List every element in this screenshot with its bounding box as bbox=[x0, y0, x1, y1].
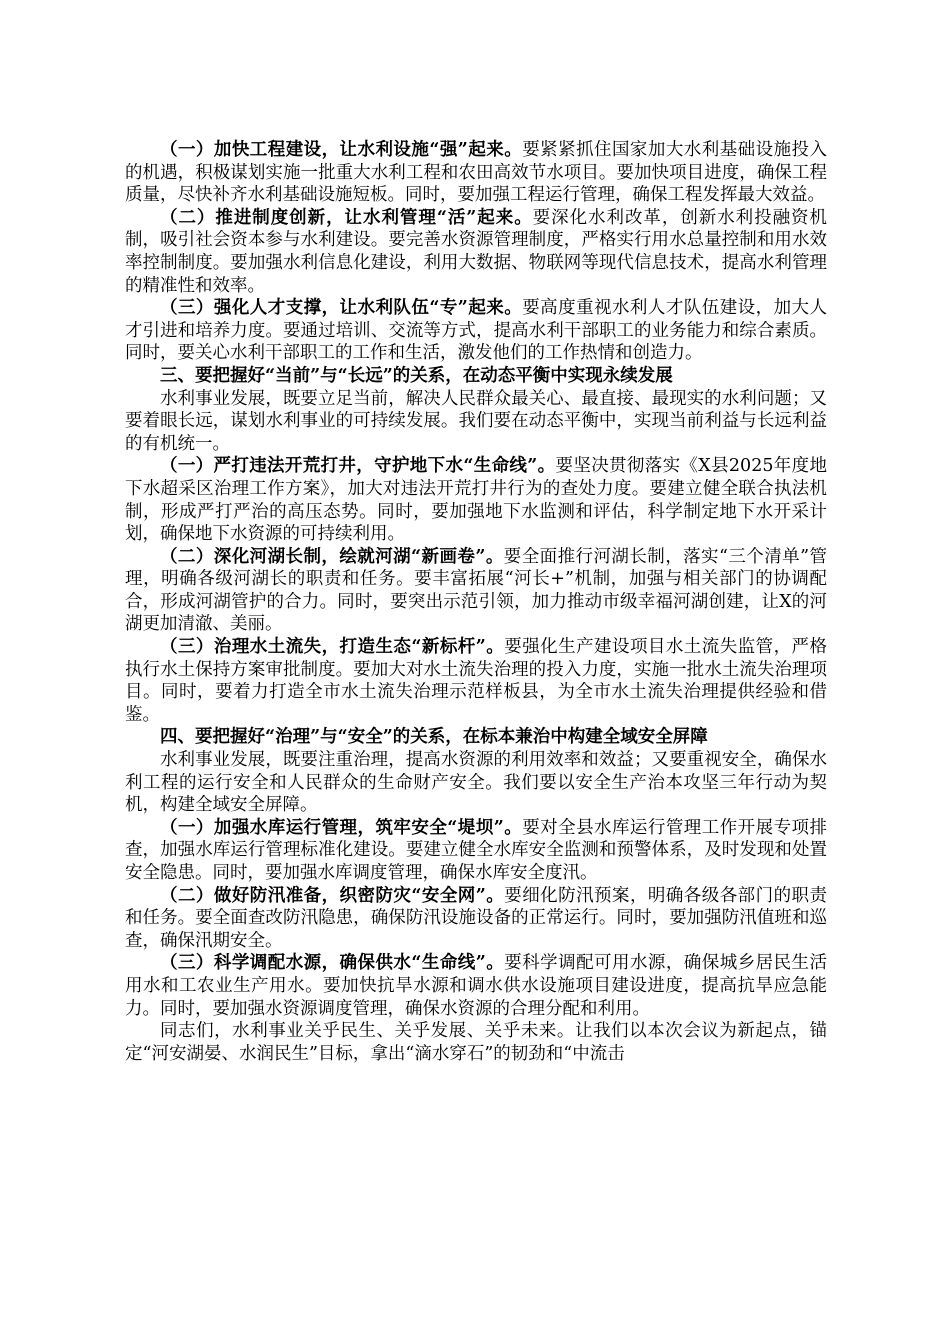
paragraph-text: 要紧紧抓住国家加大水利基础设施投入的机遇，积极谋划实施一批重大水利工程和农田高效节水项目。要加快项目进度，确保工程质量，尽快补齐水利基础设施短板。同时，要加强工程运行管理，确保工程发挥最大效益。 bbox=[125, 140, 827, 206]
paragraph-text: 要细化防汛预案，明确各级各部门的职责和任务。要全面查改防汛隐患，确保防汛设施设备的正常运行。同时，要加强防汛值班和巡查，确保汛期安全。 bbox=[125, 885, 827, 951]
paragraph-text: 要科学调配可用水源，确保城乡居民生活用水和工农业生产用水。要加快抗旱水源和调水供水设施项目建设进度，提高抗旱应急能力。同时，要加强水资源调度管理，确保水资源的合理分配和利用。 bbox=[125, 953, 827, 1019]
paragraph-text: 同志们，水利事业关乎民生、关乎发展、关乎未来。让我们以本次会议为新起点，锚定“河安湖晏、水润民生”目标，拿出“滴水穿石”的韧劲和“中流击 bbox=[125, 1021, 827, 1064]
paragraph-lead: （三）强化人才支撑，让水利队伍“专”起来。 bbox=[160, 298, 523, 319]
paragraph-lead: （三）科学调配水源，确保供水“生命线”。 bbox=[160, 953, 505, 974]
paragraph-lead: （二）推进制度创新，让水利管理“活”起来。 bbox=[160, 207, 533, 228]
paragraph-text: 要强化生产建设项目水土流失监管，严格执行水土保持方案审批制度。要加大对水土流失治理的投入力度，实施一批水土流失治理项目。同时，要着力打造全市水土流失治理示范样板县，为全市水土流失治理提供经验和借鉴。 bbox=[125, 637, 827, 725]
paragraph-river-lake-chief bbox=[125, 546, 827, 636]
paragraph-text: 水利事业发展，既要立足当前，解决人民群众最关心、最直接、最现实的水利问题；又要着眼长远，谋划水利事业的可持续发展。我们要在动态平衡中，实现当前利益与长远利益的有机统一。 bbox=[125, 388, 827, 454]
paragraph-section-3-intro bbox=[125, 388, 827, 456]
section-heading-4: 四、要把握好“治理”与“安全”的关系，在标本兼治中构建全域安全屏障 bbox=[160, 727, 708, 748]
paragraph-lead: （三）治理水土流失，打造生态“新标杆”。 bbox=[160, 637, 505, 658]
paragraph-lead: （二）做好防汛准备，织密防灾“安全网”。 bbox=[160, 885, 505, 906]
paragraph-text: 要深化水利改革，创新水利投融资机制，吸引社会资本参与水利建设。要完善水资源管理制度，严格实行用水总量控制和用水效率控制制度。要加强水利信息化建设，利用大数据、物联网等现代信息技术，提高水利管理的精准性和效率。 bbox=[125, 207, 828, 296]
paragraph-closing bbox=[125, 1020, 827, 1065]
paragraph-flood-prevention bbox=[125, 885, 827, 953]
section-heading-3: 三、要把握好“当前”与“长远”的关系，在动态平衡中实现永续发展 bbox=[160, 365, 673, 386]
paragraph-talent-support bbox=[125, 297, 827, 365]
paragraph-groundwater bbox=[125, 455, 827, 545]
paragraph-text: 要全面推行河湖长制，落实“三个清单”管理，明确各级河湖长的职责和任务。要丰富拓展“河长+”机制，加强与相关部门的协调配合，形成河湖管护的合力。同时，要突出示范引领，加力推动市级幸福河湖创建，让X的河湖更加清澈、美丽。 bbox=[125, 546, 827, 635]
document-body bbox=[125, 139, 827, 1065]
paragraph-lead: （二）深化河湖长制，绘就河湖“新画卷”。 bbox=[160, 546, 504, 567]
paragraph-lead: （一）严打违法开荒打井，守护地下水“生命线”。 bbox=[160, 456, 556, 477]
paragraph-lead: （一）加快工程建设，让水利设施“强”起来。 bbox=[160, 140, 523, 160]
paragraph-water-allocation bbox=[125, 952, 827, 1020]
paragraph-section-4-intro bbox=[125, 749, 827, 817]
paragraph-soil-erosion bbox=[125, 636, 827, 726]
paragraph-text: 要高度重视水利人才队伍建设，加大人才引进和培养力度。要通过培训、交流等方式，提高水利干部职工的业务能力和综合素质。同时，要关心水利干部职工的工作和生活，激发他们的工作热情和创造力。 bbox=[125, 298, 827, 364]
paragraph-lead: （一）加强水库运行管理，筑牢安全“堤坝”。 bbox=[160, 817, 523, 838]
paragraph-reservoir-management bbox=[125, 817, 827, 885]
paragraph-text: 要坚决贯彻落实《X县2025年度地下水超采区治理工作方案》，加大对违法开荒打井行为的查处力度。要建立健全联合执法机制，形成严打严治的高压态势。同时，要加强地下水监测和评估，科学制定地下水开采计划，确保地下水资源的可持续利用。 bbox=[125, 456, 827, 545]
paragraph-institutional-innovation bbox=[125, 207, 827, 297]
paragraph-text: 水利事业发展，既要注重治理，提高水资源的利用效率和效益；又要重视安全，确保水利工程的运行安全和人民群众的生命财产安全。我们要以安全生产治本攻坚三年行动为契机，构建全域安全屏障。 bbox=[125, 750, 827, 816]
paragraph-text: 要对全县水库运行管理工作开展专项排查，加强水库运行管理标准化建设。要建立健全水库安全监测和预警体系，及时发现和处置安全隐患。同时，要加强水库调度管理，确保水库安全度汛。 bbox=[125, 817, 827, 883]
paragraph-project-construction bbox=[125, 139, 827, 207]
